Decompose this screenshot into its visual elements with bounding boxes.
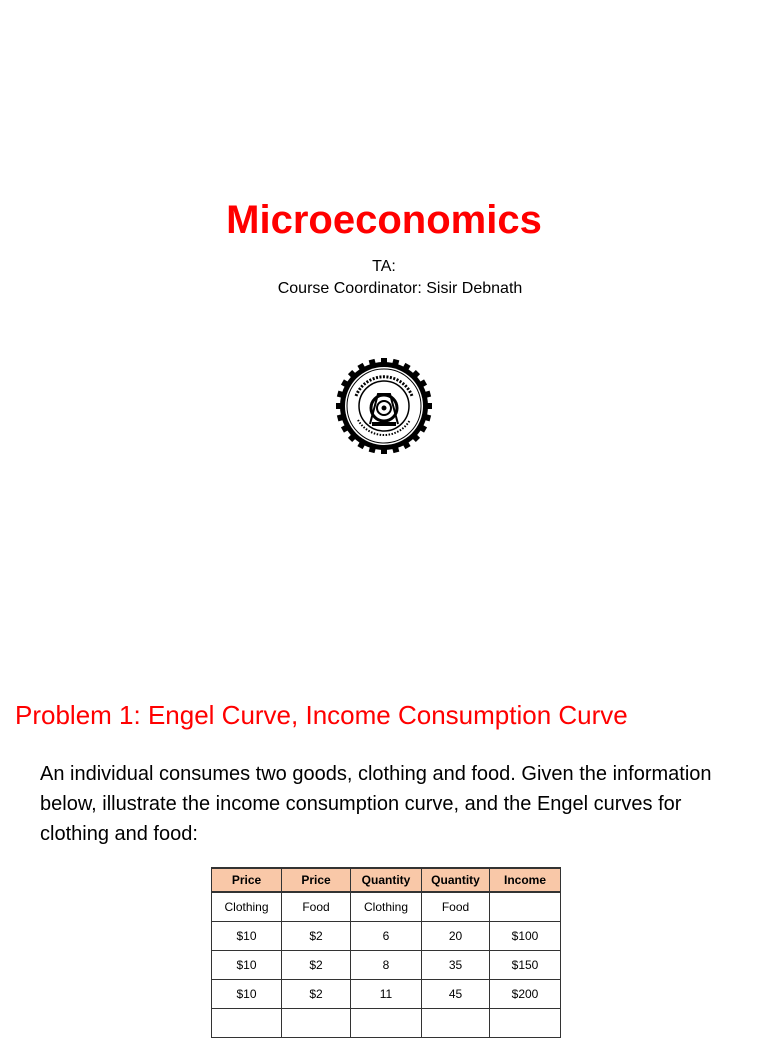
ta-label: TA: [372, 258, 396, 275]
table-row [212, 980, 561, 1009]
table-subheader-cell: Food [422, 892, 490, 922]
table-header-cell: Quantity [351, 868, 422, 892]
table-cell: 20 [422, 922, 490, 951]
table-row [212, 951, 561, 980]
table-subheader-cell [490, 892, 561, 922]
table-header-row [212, 868, 561, 892]
problem-text: An individual consumes two goods, clothing and food. Given the information below, illustrate the income consumption curve, and the Engel curves for clothing and food: [40, 763, 712, 845]
slide-title: Microeconomics [226, 198, 542, 242]
table-cell: $10 [212, 951, 282, 980]
table-subheader-cell: Clothing [351, 892, 422, 922]
table-header-cell: Price [282, 868, 351, 892]
course-coordinator: Course Coordinator: Sisir Debnath [277, 280, 523, 297]
table-cell: 11 [351, 980, 422, 1009]
table-header-cell: Income [490, 868, 561, 892]
table-row [212, 922, 561, 951]
table-row [212, 1009, 561, 1038]
problem-heading: Problem 1: Engel Curve, Income Consumption Curve [15, 700, 628, 730]
table-cell: $2 [282, 922, 351, 951]
table-cell: $10 [212, 980, 282, 1009]
table-cell: 35 [422, 951, 490, 980]
table-cell: $150 [490, 951, 561, 980]
table-header-cell: Price [212, 868, 282, 892]
table-cell: $100 [490, 922, 561, 951]
table-subheader-cell: Food [282, 892, 351, 922]
table-cell: 45 [422, 980, 490, 1009]
table-header-cell: Quantity [422, 868, 490, 892]
table-cell: $2 [282, 980, 351, 1009]
table-cell: $10 [212, 922, 282, 951]
table-cell: $200 [490, 980, 561, 1009]
data-table [211, 867, 561, 1038]
table-subheader-row [212, 892, 561, 922]
institute-logo-icon [334, 356, 434, 456]
table-cell: $2 [282, 951, 351, 980]
table-cell: 8 [351, 951, 422, 980]
table-cell: 6 [351, 922, 422, 951]
table-subheader-cell: Clothing [212, 892, 282, 922]
